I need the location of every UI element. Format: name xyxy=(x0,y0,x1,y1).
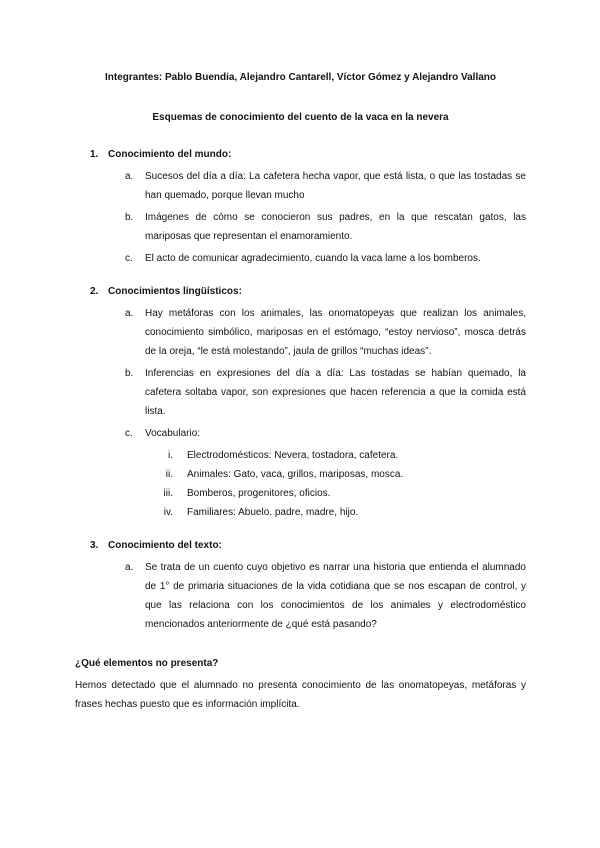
sub-item-marker: i. xyxy=(168,450,173,461)
list-item xyxy=(125,424,526,443)
item-marker: c. xyxy=(125,253,133,264)
item-text: El acto de comunicar agradecimiento, cuando la vaca lame a los bomberos. xyxy=(145,253,481,264)
list-item xyxy=(125,304,526,361)
sub-item-text: Bomberos, progenitores, oficios. xyxy=(187,488,331,499)
list-item xyxy=(125,558,526,634)
sub-list-item xyxy=(157,465,526,484)
sub-list-item xyxy=(157,484,526,503)
question-paragraph: Hemos detectado que el alumnado no presenta conocimiento de las onomatopeyas, metáforas y frases hechas puesto que es información implícita. xyxy=(75,680,526,710)
sub-list-item xyxy=(157,446,526,465)
question-heading: ¿Qué elementos no presenta? xyxy=(75,658,219,669)
authors-line: Integrantes: Pablo Buendia, Alejandro Cantarell, Víctor Gómez y Alejandro Vallano xyxy=(104,72,496,83)
section-title: Conocimientos lingüísticos: xyxy=(108,286,242,297)
item-text: Sucesos del día a día: La cafetera hecha vapor, que está lista, o que las tostadas se han quemado, porque llevan mucho xyxy=(145,171,526,201)
sub-item-text: Familiares: Abuelo. padre, madre, hijo. xyxy=(187,507,359,518)
item-marker: b. xyxy=(125,368,134,379)
sub-item-text: Electrodomésticos: Nevera, tostadora, cafetera. xyxy=(187,450,399,461)
list-item xyxy=(125,364,526,421)
section-conocimiento-del-texto xyxy=(75,536,526,634)
list-item xyxy=(125,249,526,268)
section-conocimiento-del-mundo xyxy=(75,145,526,268)
section-conocimientos-linguisticos xyxy=(75,282,526,522)
sub-item-marker: ii. xyxy=(165,469,173,480)
item-text: Inferencias en expresiones del día a día: Las tostadas se habían quemado, la cafetera soltaba vapor, son expresiones que hacen referencia a que la comida está lista. xyxy=(145,368,526,417)
item-marker: a. xyxy=(125,308,134,319)
sub-item-marker: iv. xyxy=(163,507,173,518)
section-title: Conocimiento del mundo: xyxy=(108,149,232,160)
section-heading xyxy=(90,536,526,555)
item-text: Se trata de un cuento cuyo objetivo es narrar una historia que entienda el alumnado de 1° de primaria situaciones de la vida cotidiana que se nos escapan de control, y que las relaciona con los conocimientos de los animales y electrodoméstico mencionados anteriormente de ¿qué está pasando? xyxy=(145,562,526,630)
section-number: 1. xyxy=(90,149,99,160)
sub-item-marker: iii. xyxy=(163,488,173,499)
item-text: Hay metáforas con los animales, las onomatopeyas que realizan los animales, conocimiento simbólico, mariposas en el estómago, “estoy nervioso”, mosca detrás de la oreja, “le está molestando”, jaula de grillos “muchas ideas”. xyxy=(145,308,526,357)
document-title: Esquemas de conocimiento del cuento de la vaca en la nevera xyxy=(152,112,449,123)
item-marker: c. xyxy=(125,428,133,439)
section-heading xyxy=(90,282,526,301)
list-item xyxy=(125,167,526,205)
sub-list-item xyxy=(157,503,526,522)
section-heading xyxy=(90,145,526,164)
list-item xyxy=(125,208,526,246)
item-marker: b. xyxy=(125,212,134,223)
section-number: 2. xyxy=(90,286,99,297)
section-title: Conocimiento del texto: xyxy=(108,540,222,551)
item-marker: a. xyxy=(125,171,134,182)
section-number: 3. xyxy=(90,540,99,551)
item-text: Imágenes de cómo se conocieron sus padres, en la que rescatan gatos, las mariposas que representan el enamoramiento. xyxy=(145,212,526,242)
item-text: Vocabulario: xyxy=(145,428,201,439)
sub-item-text: Animales: Gato, vaca, grillos, mariposas, mosca. xyxy=(187,469,404,480)
item-marker: a. xyxy=(125,562,134,573)
